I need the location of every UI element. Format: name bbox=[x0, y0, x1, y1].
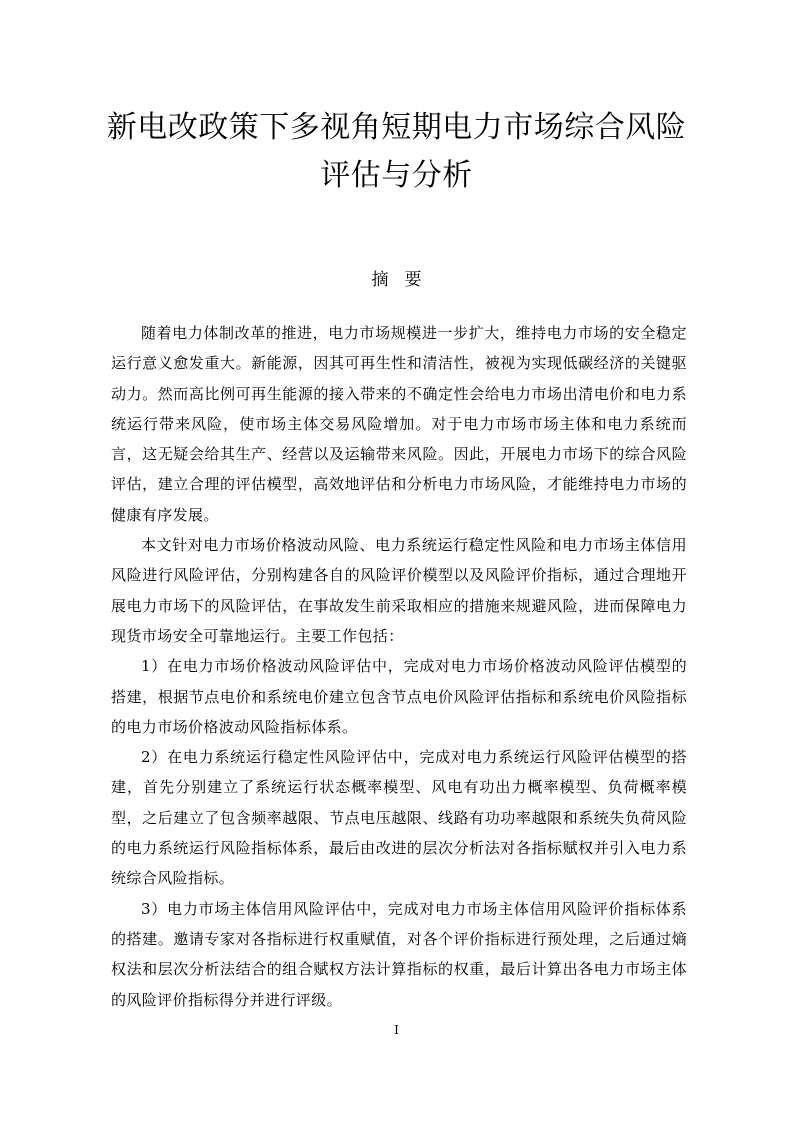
document-title: 新电改政策下多视角短期电力市场综合风险评估与分析 bbox=[106, 110, 687, 193]
abstract-heading: 摘要 bbox=[371, 270, 438, 290]
page-number: I bbox=[394, 1023, 399, 1037]
abstract-paragraph: 2）在电力系统运行稳定性风险评估中，完成对电力系统运行风险评估模型的搭建，首先分别建立了系统运行状态概率模型、风电有功出力概率模型、负荷概率模型，之后建立了包含频率越限、节点电压越限、线路有功功率越限和系统失负荷风险的电力系统运行风险指标体系，最后由改进的层次分析法对各指标赋权并引入电力系统综合风险指标。 bbox=[111, 748, 687, 888]
abstract-paragraph: 本文针对电力市场价格波动风险、电力系统运行稳定性风险和电力市场主体信用风险进行风险评估，分别构建各自的风险评价模型以及风险评价指标，通过合理地开展电力市场下的风险评估，在事故发生前采取相应的措施来规避风险，进而保障电力现货市场安全可靠地运行。主要工作包括： bbox=[111, 536, 687, 645]
abstract-paragraph: 随着电力体制改革的推进，电力市场规模进一步扩大，维持电力市场的安全稳定运行意义愈发重大。新能源，因其可再生性和清洁性，被视为实现低碳经济的关键驱动力。然而高比例可再生能源的接入带来的不确定性会给电力市场出清电价和电力系统运行带来风险，使市场主体交易风险增加。对于电力市场市场主体和电力系统而言，这无疑会给其生产、经营以及运输带来风险。因此，开展电力市场下的综合风险评估，建立合理的评估模型，高效地评估和分析电力市场风险，才能维持电力市场的健康有序发展。 bbox=[111, 324, 687, 524]
abstract-body bbox=[111, 318, 687, 1015]
abstract-paragraph: 1）在电力市场价格波动风险评估中，完成对电力市场价格波动风险评估模型的搭建，根据节点电价和系统电价建立包含节点电价风险评估指标和系统电价风险指标的电力市场价格波动风险指标体系。 bbox=[111, 657, 687, 736]
abstract-paragraph: 3）电力市场主体信用风险评估中，完成对电力市场主体信用风险评价指标体系的搭建。邀请专家对各指标进行权重赋值，对各个评价指标进行预处理，之后通过熵权法和层次分析法结合的组合赋权方法计算指标的权重，最后计算出各电力市场主体的风险评价指标得分并进行评级。 bbox=[111, 899, 687, 1009]
